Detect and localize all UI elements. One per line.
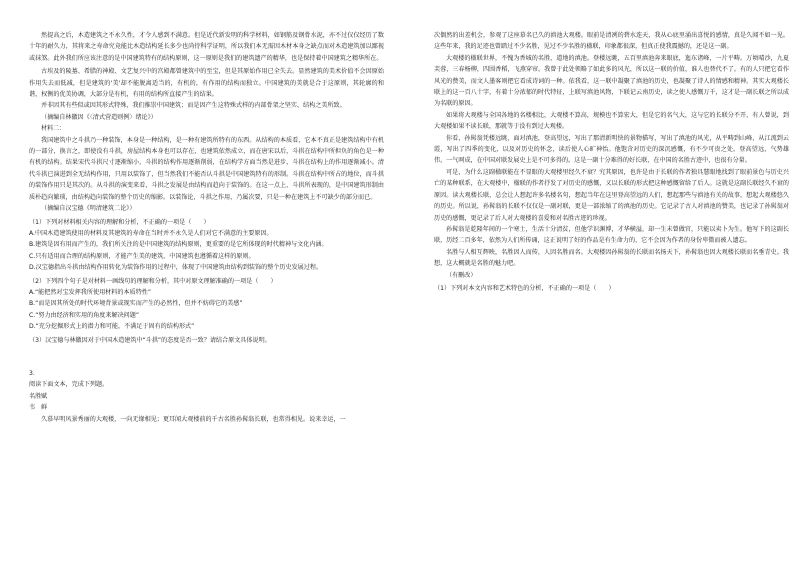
question-number: 3． bbox=[29, 369, 39, 377]
paragraph: 大观楼的楹联世界，不愧为香城的名胜，道地的滇池。登楼远眺，五百里滇池奔来眼底，迤东诸峰，一片平畴。万顷晴沙，九夏芙蓉，三春杨柳，四围香稻，飞燕穿帘。我曾于此处领略了如此多的风光，所以这一联的价值，谁人也替代不了。有的人只把它看作风光的赞美，而文人墨客则把它看成诗词的一种。依我看，这一联中凝聚了滇池的历史，也凝聚了诗人的情感和精神。其实大观楼长联上的这一百八十字，有着十分浓郁的时代特征，上联写滇池风物，下联记云南历史，读之使人感慨万千，这才是一副长联之所以成为名联的原因。 bbox=[434, 54, 789, 108]
left-column bbox=[29, 30, 384, 550]
paragraph: 古埃及的陵墓、希腊的神殿、文艺复兴中的宫殿都曾建筑中的至宝，但是其原始作用已全失去。显然建筑的美术价值不会因原始作用失去而低减，但是建筑的'美'却不能脱离适当的，有机的，有作用的结构而独立。中国建筑的美就是合于这原则，其轮廓的和谐，权衡的优美协调，大部分是有机，有用的结构所直接产生的结果。 bbox=[29, 68, 384, 99]
option: D.“充分挖掘形式上的潜力和可能，不满足于固有的结构形式” bbox=[29, 323, 195, 331]
option: B.建筑是因有用而产生的，我们所关注的是中国建筑的结构原则，更重要的是它所体现的时代精神与文化内涵。 bbox=[29, 241, 328, 249]
paragraph: 次偶然的出差机会，参观了这座慕名已久的滇池大观楼。眼前是清冽的碧水连天，我从心底里涌出喜悦的感情，真是久闻不如一见。这些年来，我的足迹也曾踏过不少名胜，见过不少名胜的楹联，印象都很深，但真正使我震撼的，还是这一副。 bbox=[434, 32, 789, 51]
question-stem: （3）汉宝德与林徽因对于中国木造建筑中“斗拱”的态度是否一致？请结合原文具体说明。 bbox=[29, 336, 271, 344]
question-stem: （1）下列对本文内容和艺术特色的分析，不正确的一项是（ ） bbox=[434, 284, 615, 292]
source-citation: （有删改） bbox=[446, 271, 477, 279]
paragraph: 可是，为什么这副楹联能在不显眼的大观楼里经久不衰？究其原因，也许是由于长联的作者独具慧眼地找到了眼前景色与历史兴亡的某种联系，在大观楼中，楹联的作者抒发了对历史的感慨，又以长联的形式把这种感慨留给了后人。这就是这副长联经久不衰的原因。读大观楼长联，总会让人想起许多名楼名句，想起当年在这里登高望远的人们，想起那些与滇池有关的故事，想起大观楼悠久的历史。所以说，孙髯翁的长联不仅仅是一副对联，更是一部浓缩了的滇池的历史。它记录了古人对滇池的赞美，也记录了孙髯翁对历史的感慨，更记录了后人对大观楼的喜爱和对名胜古迹的珍视。 bbox=[434, 168, 789, 222]
source-citation: （摘编自林徽因《〈清式营造则例〉绪论》） bbox=[41, 113, 157, 121]
paragraph: 名胜与人相互辉映，名胜因人而传，人因名胜而名。大观楼因孙髯翁的长联而名扬天下，孙髯翁也因大观楼长联而名垂青史。我想，这大概就是名胜的魅力吧。 bbox=[434, 248, 789, 268]
paragraph: 并非因其有些似或因其形式特殊，我们推崇中国建筑；而是因产生这特殊式样的内部骨架之坚实、结构之美所致。 bbox=[41, 102, 346, 110]
paragraph: 我国建筑中之斗拱乃一种装饰，本身是一种结构，是一种有建筑所特有的东西。从结构的本质看，它本不真正是建筑结构中有机的一部分，换言之，即使没有斗拱，房屋结构本身也可以存在，也建筑依然成立，而在唐宋以后，斗拱在结构中所担负的角色是一种有机的结构。结果宋代斗拱尺寸逐渐缩小，斗拱的结构作用逐渐削弱，在结构学方面当然是进步，斗拱在结构上的作用逐渐减小。清代斗拱已演进到全无结构作用，只用以装饰了，但当然我们不能否认斗拱是中国建筑特有的形制。斗拱在结构中所占的地位，而斗拱的装饰作用只是其次的。从斗拱的演变来看，斗拱之发展是由结构而趋向于装饰的。在这一点上，斗拱所表现的，是中国建筑形制由质朴趋向繁琐，由结构趋向装饰的整个历史的缩影。以装饰论，斗拱之作用，乃属次要，只是一种在建筑上不可缺少的部分而已。 bbox=[29, 136, 384, 201]
instruction: 阅读下面文本，完成下列题。 bbox=[29, 381, 109, 389]
section-label: 材料二： bbox=[41, 125, 66, 133]
source-citation: （摘编自汉宝德《明清建筑二论》） bbox=[41, 205, 136, 213]
article-title: 名胜赋 bbox=[29, 392, 48, 400]
option: C.只有适用而合理的结构原则，才能产生美的建筑，中国建筑也遵循着这样的原则。 bbox=[29, 252, 255, 260]
right-column bbox=[434, 30, 789, 550]
question-stem: （2）下列四个句子是对材料一画线句的理解和分析，其中对原文理解准确的一项是（ ） bbox=[29, 277, 277, 285]
paragraph: 孙髯翁是乾隆年间的一个寒士，生活十分清贫，但他学识渊博，才华横溢，却一生未曾做官，只能以卖卜为生。他写下的这副长联，历经二百多年，依然为人们所传诵，这正说明了好的作品是有生命力的，它不会因为作者的身份卑微而被人遗忘。 bbox=[434, 225, 789, 245]
option: A.“能把然对宝发挥我所使用材料的本质特性” bbox=[29, 288, 151, 296]
paragraph: 久慕早明风景秀丽的大观楼，一向无缘相见；更耳闻大观楼前的千古名胜孙髯翁长联，也常得相见。说来幸运，一 bbox=[41, 415, 346, 423]
option: B.“而是因其所处的时代环境背景或现实而产生的必然性，但并不妨碍它的美感” bbox=[29, 300, 243, 308]
paragraph: 你看，孙髯翁凭楼远眺，面对滇池，登高望远，写出了那清新明快的景物描写，写出了滇池的风光，从平畴到山峰，从江流到云霞，写出了四季的变化，以及对历史的怀念，读后使人心旷神怡。他饱含对历史的深沉感慨，有不少可贵之处。登高望远，气势雄伟，一气呵成，在中国对联发展史上是不可多得的。这是一副十分难得的好长联，在中国的名胜古迹中，也很有分量。 bbox=[434, 134, 789, 165]
article-author: 韦 鲜 bbox=[29, 404, 48, 412]
question-stem: （1）下列对材料相关内容的理解和分析，不正确的一项是（ ） bbox=[29, 218, 210, 226]
option: D.汉宝德指出斗拱由结构作用转化为装饰作用的过程中，体现了中国建筑由结构到装饰的整个历史发展过程。 bbox=[29, 264, 323, 272]
paragraph: 如果将大观楼与全国各地的名楼相比，大观楼不算高，规模也不算宏大，但是它的名气大，这与它的长联分不开，有人曾说，到大观楼如果不读长联，那就等于没有到过大观楼。 bbox=[434, 111, 789, 131]
option: A.中国木造建筑使用的材料及其建筑的寿命在当时并不永久是人们对它不满意的主要原因。 bbox=[29, 229, 273, 237]
answer-space bbox=[29, 346, 384, 368]
paragraph: 然提高之后，木造建筑之不永久性，才令人感到不满意。但是近代新发明的科学材料，如钢筋及钢骨水泥，亦不过仅仅经历了数十年的耐久力，其将来之寿命究竟能比木造结构延长多少也尚待科学证明，所以我们本无需因木材本身之缺点而对木造建筑加以鄙视或抹煞。此外我们所应该注意的是中国建筑特有的结构原则，这一原则是我们的建筑遗产的精华，也是保持着中国建筑之精华所在。 bbox=[29, 32, 384, 62]
option: C.“努力由经济和实用的角度来解决问题” bbox=[29, 311, 140, 319]
